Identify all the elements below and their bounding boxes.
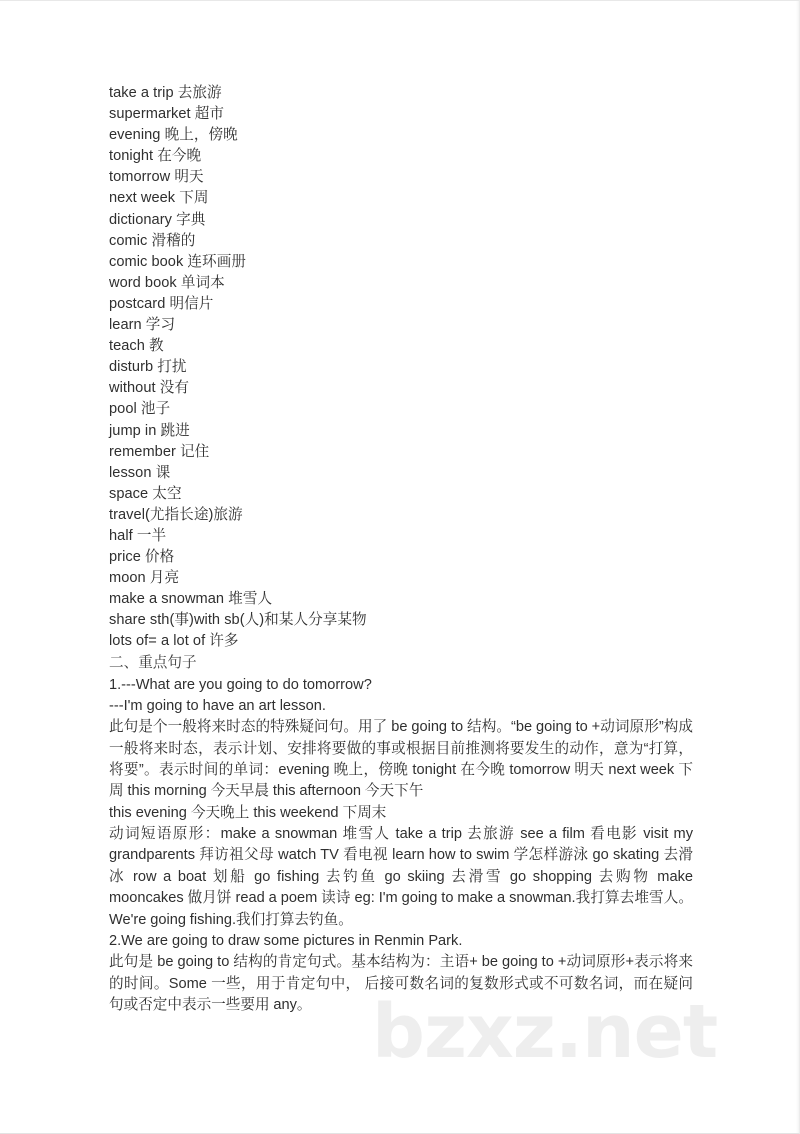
vocabulary-entry: tomorrow 明天	[109, 169, 204, 186]
vocabulary-entry: dictionary 字典	[109, 211, 206, 228]
vocabulary-entry: moon 月亮	[109, 570, 180, 587]
site-watermark: bzxz.net	[372, 989, 718, 1075]
document-body	[109, 83, 693, 1017]
vocabulary-entry: next week 下周	[109, 190, 209, 207]
vocabulary-entry: half 一半	[109, 527, 167, 544]
vocabulary-entry: postcard 明信片	[109, 295, 214, 312]
vocabulary-entry: supermarket 超市	[109, 106, 225, 123]
vocabulary-entry: word book 单词本	[109, 274, 225, 291]
vocabulary-entry: take a trip 去旅游	[109, 85, 222, 101]
vocabulary-entry: teach 教	[109, 338, 164, 355]
example-question-1: 1.---What are you going to do tomorrow?	[109, 676, 372, 693]
verb-phrases-paragraph: 动词短语原形：make a snowman 堆雪人 take a trip 去旅游 see a film 看电影 visit my grandparents 拜访祖父母 watch TV 看电视 learn how to swim 学怎样游泳 go skating 去滑冰 row a boat 划船 go fishing 去钓鱼 go skiing 去滑雪 go shopping 去购物 make mooncakes 做月饼 read a poem 读诗 eg: I'm going to make a snowman.我打算去堆雪人。We're going fishing.我们打算去钓鱼。	[109, 826, 693, 928]
vocabulary-entry: space 太空	[109, 485, 182, 502]
vocabulary-entry: pool 池子	[109, 401, 171, 418]
vocabulary-entry: make a snowman 堆雪人	[109, 591, 273, 608]
vocabulary-entry: learn 学习	[109, 317, 176, 334]
explanation-paragraph-2: 此句是 be going to 结构的肯定句式。基本结构为：主语+ be going to +动词原形+表示将来的时间。Some 一些，用于肯定句中， 后接可数名词的复数形式或不可数名词，而在疑问句或否定中表示一些要用 any。	[109, 954, 693, 1014]
vocabulary-entry: price 价格	[109, 549, 175, 566]
time-words-continuation: this evening 今天晚上 this weekend 下周末	[109, 804, 387, 821]
vocabulary-entry: comic 滑稽的	[109, 232, 196, 249]
vocabulary-entry: share sth(事)with sb(人)和某人分享某物	[109, 612, 367, 629]
vocabulary-entry: comic book 连环画册	[109, 253, 246, 270]
example-answer-1: ---I'm going to have an art lesson.	[109, 697, 326, 714]
explanation-paragraph-1: 此句是个一般将来时态的特殊疑问句。用了 be going to 结构。“be going to +动词原形”构成一般将来时态，表示计划、安排将要做的事或根据目前推测将要发生的动作，意为“打算，将要”。表示时间的单词：evening 晚上，傍晚 tonight 在今晚 tomorrow 明天 next week 下周 this morning 今天早晨 this afternoon 今天下午	[109, 719, 693, 800]
vocabulary-entry: without 没有	[109, 380, 189, 397]
section-heading: 二、重点句子	[109, 655, 197, 672]
vocabulary-entry: lesson 课	[109, 464, 171, 481]
vocabulary-entry: travel(尤指长途)旅游	[109, 506, 243, 523]
vocabulary-entry: lots of= a lot of 许多	[109, 633, 239, 650]
vocabulary-entry: jump in 跳进	[109, 422, 190, 439]
vocabulary-entry: remember 记住	[109, 443, 210, 460]
example-sentence-2: 2.We are going to draw some pictures in Renmin Park.	[109, 933, 463, 950]
vocabulary-entry: tonight 在今晚	[109, 148, 202, 165]
vocabulary-entry: evening 晚上，傍晚	[109, 127, 238, 144]
vocabulary-list	[109, 83, 693, 653]
vocabulary-entry: disturb 打扰	[109, 359, 187, 376]
